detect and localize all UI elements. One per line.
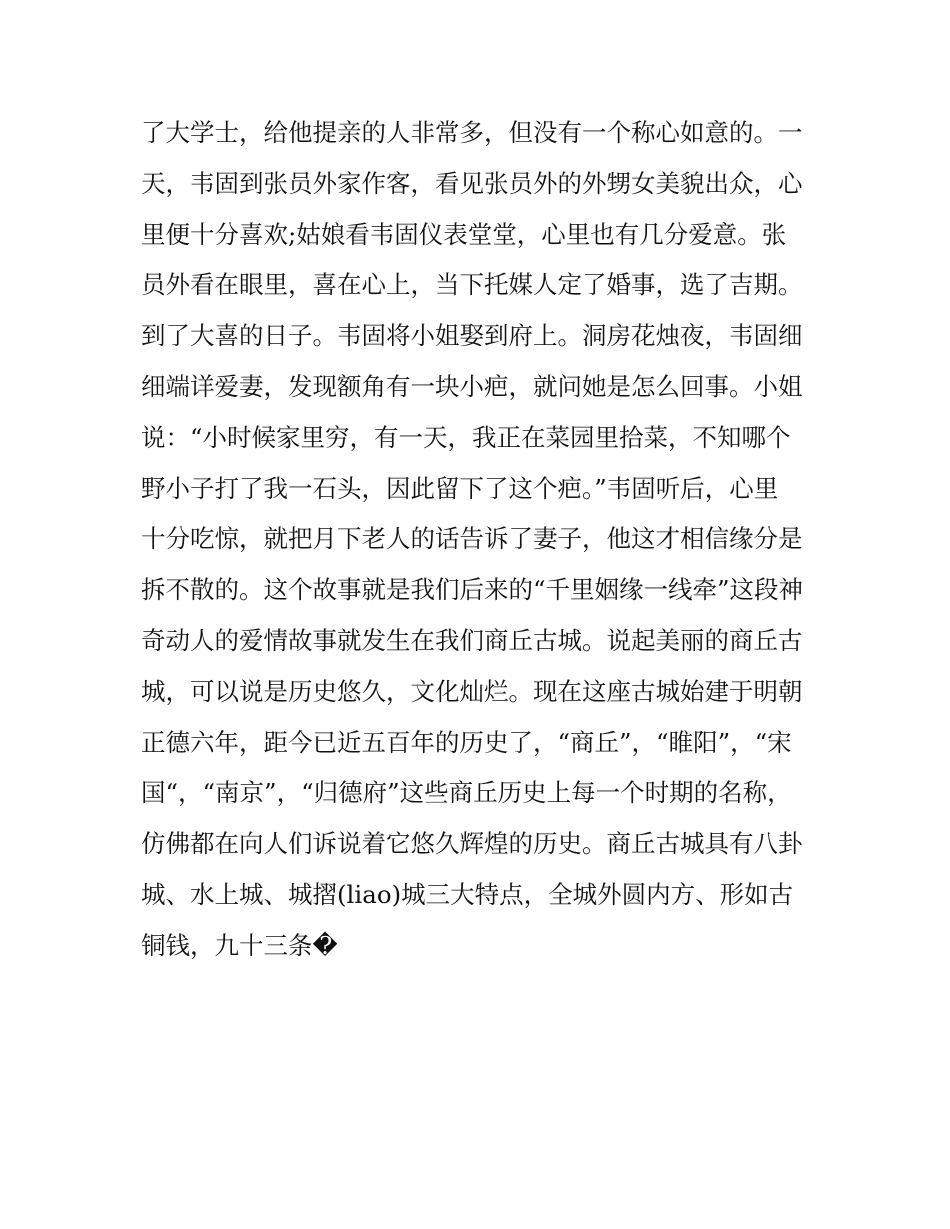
text-line: 城，可以说是历史悠久，文化灿烂。现在这座古城始建于明朝: [141, 676, 803, 706]
text-line: 野小子打了我一石头，因此留下了这个疤。”韦固听后，心里: [141, 473, 779, 503]
text-line: 奇动人的爱情故事就发生在我们商丘古城。说起美丽的商丘古: [141, 625, 803, 655]
text-line: 说：“小时候家里穷，有一天，我正在菜园里拾菜，不知哪个: [141, 422, 791, 452]
text-line: 城、水上城、城摺(liao)城三大特点，全城外圆内方、形如古: [141, 879, 794, 909]
text-line: 仿佛都在向人们诉说着它悠久辉煌的历史。商丘古城具有八卦: [141, 829, 803, 859]
text-line: 细端详爱妻，发现额角有一块小疤，就问她是怎么回事。小姐: [141, 371, 803, 401]
text-line: 铜钱，九十三条�: [141, 930, 338, 960]
text-line: 员外看在眼里，喜在心上，当下托媒人定了婚事，选了吉期。: [141, 270, 803, 300]
text-line: 天，韦固到张员外家作客，看见张员外的外甥女美貌出众，心: [141, 168, 803, 198]
text-line: 里便十分喜欢;姑娘看韦固仪表堂堂，心里也有几分爱意。张: [141, 219, 787, 249]
text-line: 到了大喜的日子。韦固将小姐娶到府上。洞房花烛夜，韦固细: [141, 321, 803, 351]
text-line: 十分吃惊，就把月下老人的话告诉了妻子，他这才相信缘分是: [141, 524, 803, 554]
body-text: [141, 108, 821, 972]
text-line: 了大学士，给他提亲的人非常多，但没有一个称心如意的。一: [141, 118, 803, 147]
text-line: 正德六年，距今已近五百年的历史了，“商丘”，“睢阳”，“宋: [141, 727, 792, 757]
text-line: 拆不散的。这个故事就是我们后来的“千里姻缘一线牵”这段神: [141, 575, 804, 605]
text-line: 国“，“南京”，“归德府”这些商丘历史上每一个时期的名称，: [141, 778, 792, 808]
